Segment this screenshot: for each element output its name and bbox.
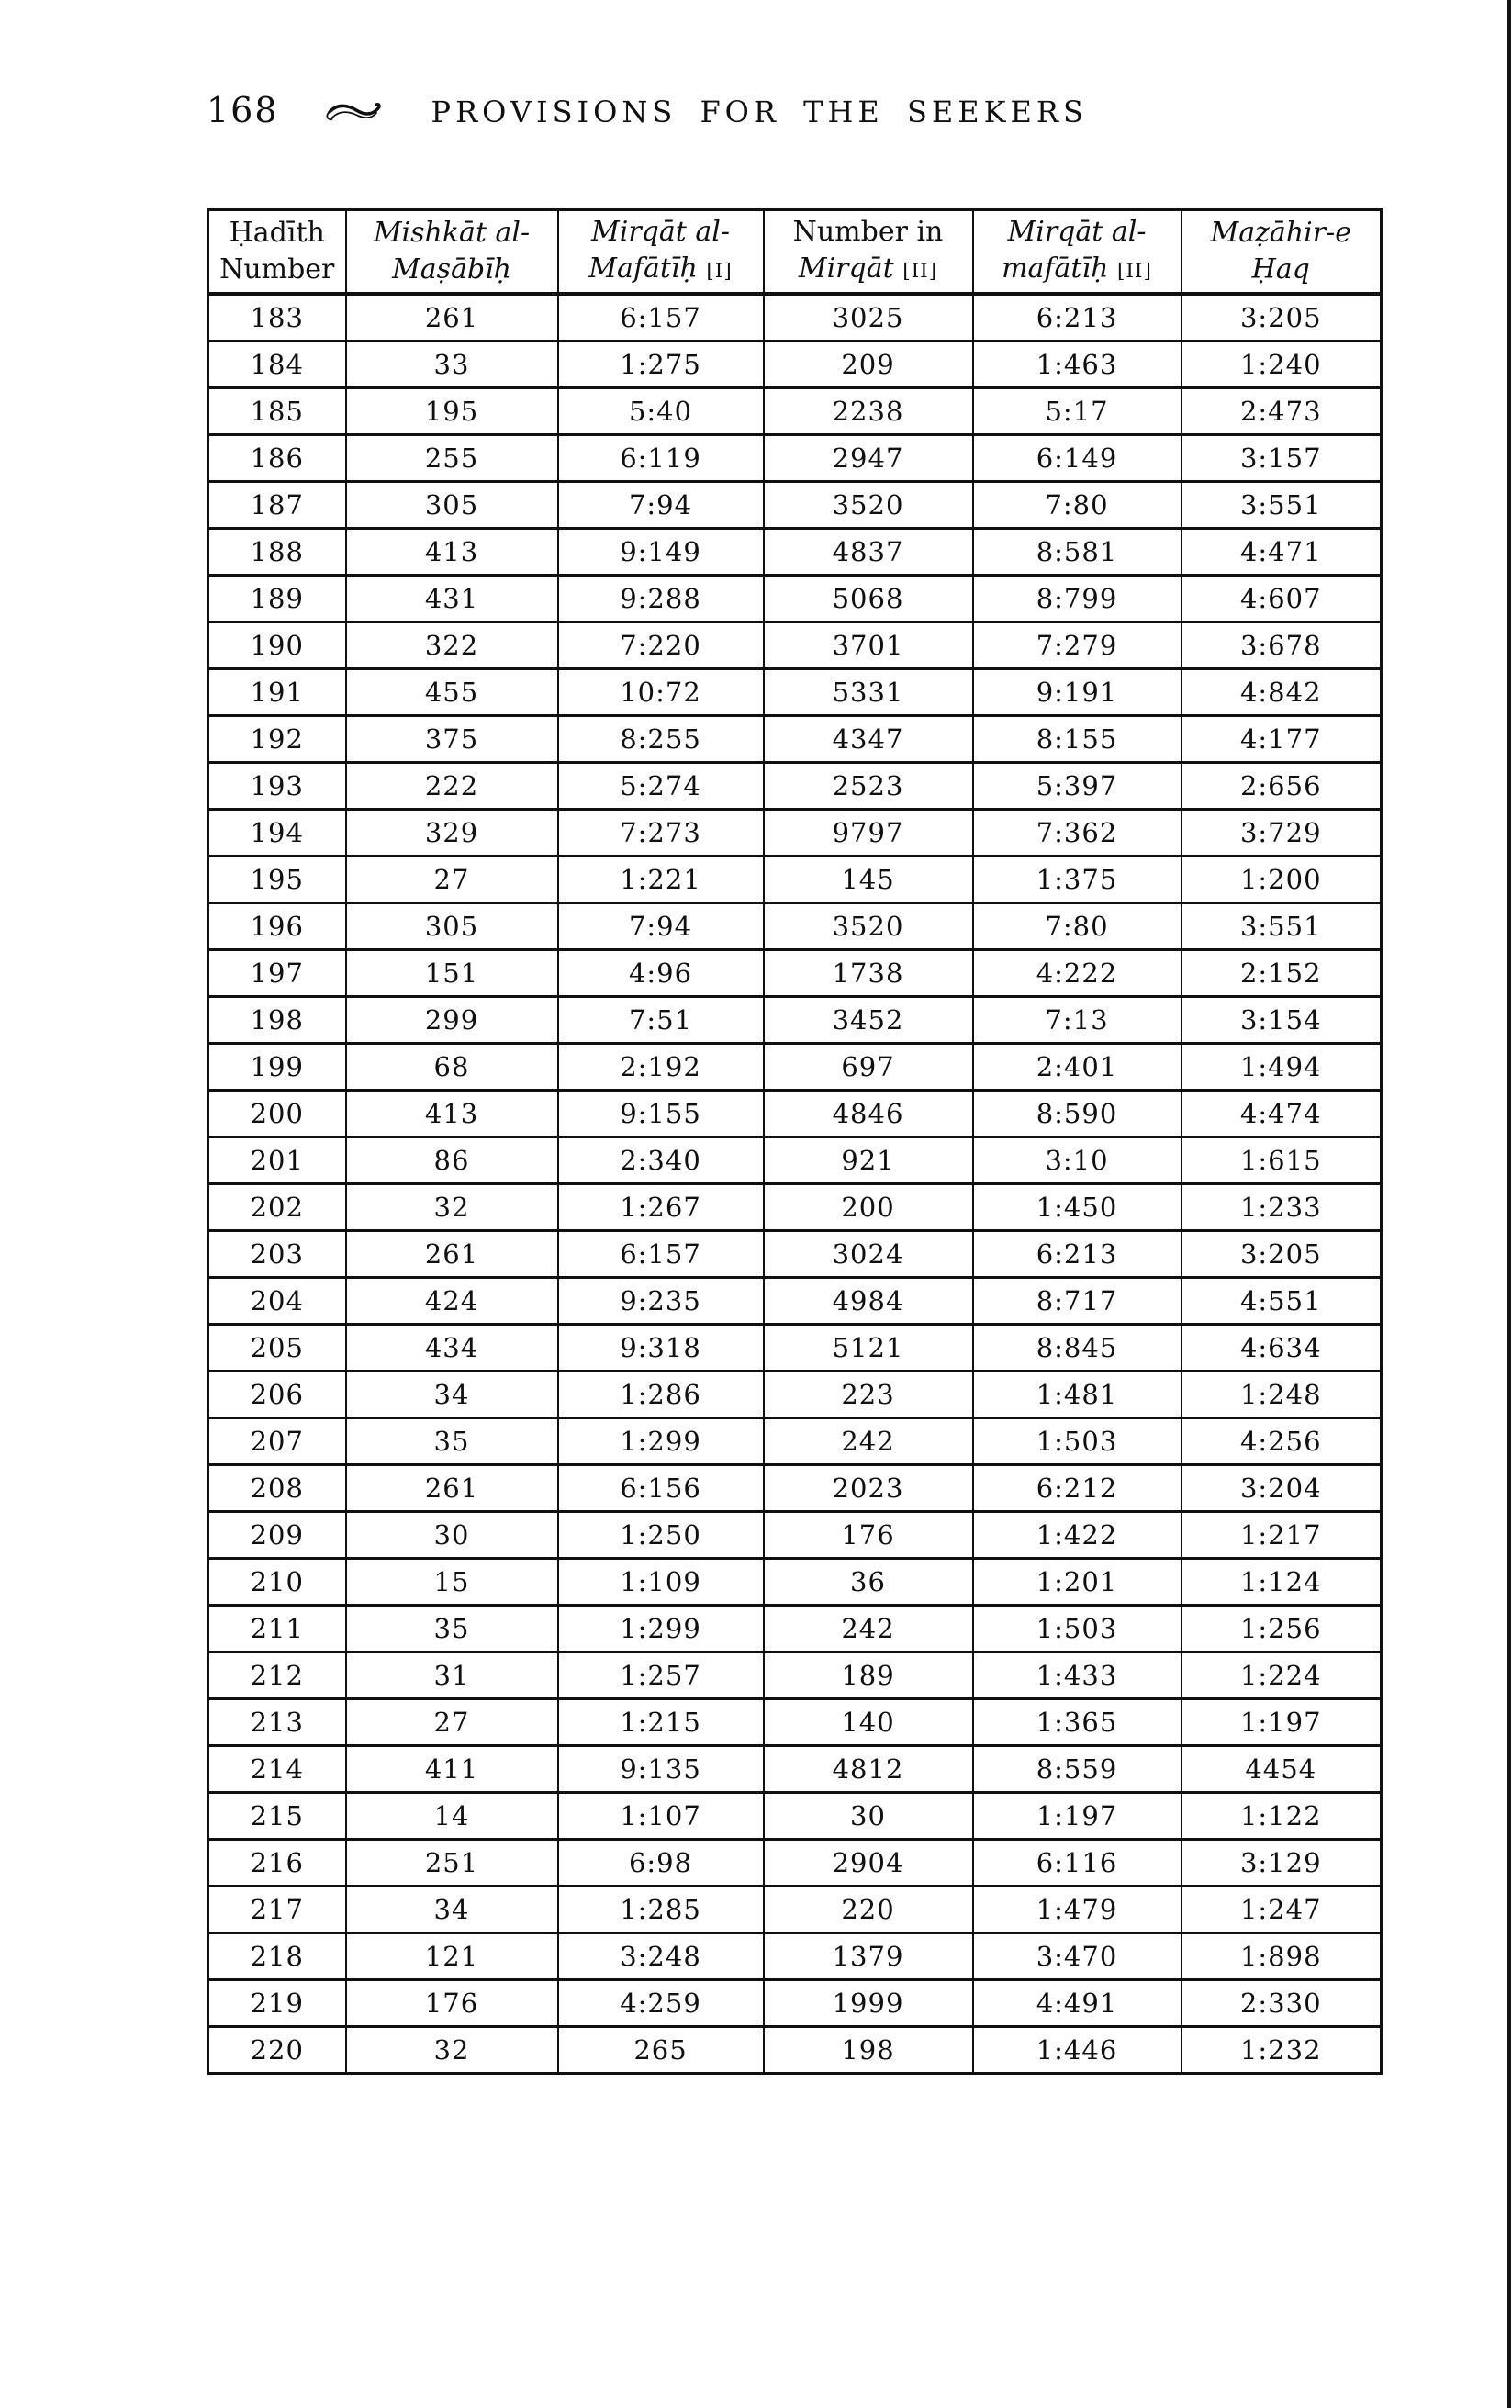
table-cell: 3024	[764, 1231, 973, 1278]
table-cell: 212	[208, 1652, 346, 1699]
table-cell: 1:615	[1182, 1137, 1382, 1184]
table-cell: 8:581	[973, 529, 1182, 576]
table-row	[208, 857, 1382, 903]
table-cell: 203	[208, 1231, 346, 1278]
table-cell: 6:116	[973, 1840, 1182, 1887]
table-cell: 7:273	[558, 810, 764, 857]
table-cell: 183	[208, 294, 346, 342]
table-cell: 10:72	[558, 669, 764, 716]
table-cell: 2:656	[1182, 763, 1382, 810]
table-cell: 1:217	[1182, 1512, 1382, 1559]
column-header: Mirqāt al- mafātīḥ [II]	[973, 210, 1182, 295]
table-cell: 2023	[764, 1465, 973, 1512]
table-row	[208, 950, 1382, 997]
table-cell: 3:204	[1182, 1465, 1382, 1512]
table-cell: 30	[346, 1512, 558, 1559]
table-cell: 184	[208, 342, 346, 388]
table-row	[208, 482, 1382, 529]
table-cell: 1:275	[558, 342, 764, 388]
table-cell: 9:149	[558, 529, 764, 576]
table-cell: 1379	[764, 1933, 973, 1980]
table-cell: 220	[764, 1887, 973, 1933]
table-row	[208, 576, 1382, 622]
table-cell: 255	[346, 435, 558, 482]
table-cell: 190	[208, 622, 346, 669]
table-cell: 1:365	[973, 1699, 1182, 1746]
table-cell: 4812	[764, 1746, 973, 1793]
table-cell: 86	[346, 1137, 558, 1184]
table-cell: 4837	[764, 529, 973, 576]
table-cell: 305	[346, 903, 558, 950]
table-cell: 8:799	[973, 576, 1182, 622]
table-cell: 1:463	[973, 342, 1182, 388]
table-cell: 8:255	[558, 716, 764, 763]
table-cell: 261	[346, 294, 558, 342]
table-cell: 3701	[764, 622, 973, 669]
table-cell: 219	[208, 1980, 346, 2027]
table-cell: 1999	[764, 1980, 973, 2027]
table-cell: 9797	[764, 810, 973, 857]
table-cell: 121	[346, 1933, 558, 1980]
table-cell: 27	[346, 1699, 558, 1746]
table-cell: 424	[346, 1278, 558, 1325]
table-cell: 68	[346, 1044, 558, 1091]
table-cell: 1:197	[973, 1793, 1182, 1840]
table-cell: 242	[764, 1606, 973, 1652]
table-cell: 151	[346, 950, 558, 997]
table-body	[208, 294, 1382, 2074]
table-row	[208, 2027, 1382, 2074]
table-row	[208, 342, 1382, 388]
table-cell: 1:375	[973, 857, 1182, 903]
table-row	[208, 1091, 1382, 1137]
table-cell: 198	[764, 2027, 973, 2074]
table-cell: 5:17	[973, 388, 1182, 435]
table-cell: 6:212	[973, 1465, 1182, 1512]
table-cell: 8:845	[973, 1325, 1182, 1372]
table-cell: 187	[208, 482, 346, 529]
column-header: Mirqāt al- Mafātīḥ [I]	[558, 210, 764, 295]
table-cell: 223	[764, 1372, 973, 1418]
table-row	[208, 716, 1382, 763]
table-cell: 195	[208, 857, 346, 903]
table-cell: 411	[346, 1746, 558, 1793]
table-row	[208, 529, 1382, 576]
table-cell: 1:107	[558, 1793, 764, 1840]
table-cell: 208	[208, 1465, 346, 1512]
running-header	[207, 90, 1088, 132]
table-cell: 9:135	[558, 1746, 764, 1793]
table-cell: 185	[208, 388, 346, 435]
table-cell: 5331	[764, 669, 973, 716]
table-row	[208, 1231, 1382, 1278]
table-cell: 4:491	[973, 1980, 1182, 2027]
table-cell: 1:286	[558, 1372, 764, 1418]
table-cell: 1:200	[1182, 857, 1382, 903]
table-cell: 1:267	[558, 1184, 764, 1231]
table-row	[208, 388, 1382, 435]
table-row	[208, 1559, 1382, 1606]
table-cell: 2:340	[558, 1137, 764, 1184]
table-cell: 7:94	[558, 903, 764, 950]
table-cell: 261	[346, 1465, 558, 1512]
table-cell: 2238	[764, 388, 973, 435]
table-cell: 375	[346, 716, 558, 763]
table-row	[208, 1418, 1382, 1465]
table-cell: 1738	[764, 950, 973, 997]
table-cell: 3452	[764, 997, 973, 1044]
table-row	[208, 1699, 1382, 1746]
table-cell: 31	[346, 1652, 558, 1699]
table-cell: 1:240	[1182, 342, 1382, 388]
table-cell: 34	[346, 1887, 558, 1933]
table-cell: 3:551	[1182, 482, 1382, 529]
table-cell: 191	[208, 669, 346, 716]
table-cell: 5068	[764, 576, 973, 622]
table-cell: 4:634	[1182, 1325, 1382, 1372]
table-cell: 2:401	[973, 1044, 1182, 1091]
table-cell: 3:205	[1182, 1231, 1382, 1278]
table-cell: 207	[208, 1418, 346, 1465]
table-cell: 329	[346, 810, 558, 857]
table-cell: 921	[764, 1137, 973, 1184]
table-cell: 431	[346, 576, 558, 622]
table-cell: 6:149	[973, 435, 1182, 482]
table-cell: 3:248	[558, 1933, 764, 1980]
table-cell: 1:247	[1182, 1887, 1382, 1933]
table-cell: 33	[346, 342, 558, 388]
column-header: Number in Mirqāt [II]	[764, 210, 973, 295]
table-row	[208, 1137, 1382, 1184]
table-cell: 2:330	[1182, 1980, 1382, 2027]
table-cell: 1:285	[558, 1887, 764, 1933]
table-cell: 455	[346, 669, 558, 716]
column-header: Ḥadīth Number	[208, 210, 346, 295]
table-cell: 5121	[764, 1325, 973, 1372]
table-cell: 305	[346, 482, 558, 529]
table-cell: 35	[346, 1418, 558, 1465]
table-cell: 1:446	[973, 2027, 1182, 2074]
table-row	[208, 1606, 1382, 1652]
table-cell: 189	[764, 1652, 973, 1699]
table-cell: 200	[764, 1184, 973, 1231]
table-cell: 3520	[764, 903, 973, 950]
swash-ornament-icon	[323, 100, 384, 129]
table-row	[208, 1793, 1382, 1840]
table-cell: 222	[346, 763, 558, 810]
table-row	[208, 1278, 1382, 1325]
table-cell: 3:729	[1182, 810, 1382, 857]
table-cell: 6:98	[558, 1840, 764, 1887]
table-cell: 9:191	[973, 669, 1182, 716]
table-row	[208, 1512, 1382, 1559]
table-cell: 214	[208, 1746, 346, 1793]
table-cell: 4:259	[558, 1980, 764, 2027]
table-cell: 32	[346, 1184, 558, 1231]
table-cell: 3:205	[1182, 294, 1382, 342]
table-cell: 3:157	[1182, 435, 1382, 482]
table-cell: 4:842	[1182, 669, 1382, 716]
table-cell: 3:129	[1182, 1840, 1382, 1887]
table-cell: 5:274	[558, 763, 764, 810]
table-cell: 8:717	[973, 1278, 1182, 1325]
table-cell: 4:551	[1182, 1278, 1382, 1325]
table-row	[208, 1933, 1382, 1980]
table-cell: 3520	[764, 482, 973, 529]
table-cell: 1:250	[558, 1512, 764, 1559]
table-cell: 1:224	[1182, 1652, 1382, 1699]
table-cell: 36	[764, 1559, 973, 1606]
table-cell: 413	[346, 529, 558, 576]
table-cell: 5:397	[973, 763, 1182, 810]
table-cell: 32	[346, 2027, 558, 2074]
table-row	[208, 1887, 1382, 1933]
table-cell: 209	[208, 1512, 346, 1559]
table-cell: 1:494	[1182, 1044, 1382, 1091]
table-cell: 322	[346, 622, 558, 669]
table-cell: 9:318	[558, 1325, 764, 1372]
table-cell: 413	[346, 1091, 558, 1137]
table-cell: 3:470	[973, 1933, 1182, 1980]
table-cell: 213	[208, 1699, 346, 1746]
table-cell: 9:155	[558, 1091, 764, 1137]
table-cell: 1:109	[558, 1559, 764, 1606]
table-cell: 140	[764, 1699, 973, 1746]
table-row	[208, 903, 1382, 950]
table-cell: 186	[208, 435, 346, 482]
table-row	[208, 1044, 1382, 1091]
table-cell: 217	[208, 1887, 346, 1933]
table-cell: 7:51	[558, 997, 764, 1044]
table-cell: 30	[764, 1793, 973, 1840]
table-cell: 1:232	[1182, 2027, 1382, 2074]
table-row	[208, 1465, 1382, 1512]
table-cell: 196	[208, 903, 346, 950]
table-cell: 3025	[764, 294, 973, 342]
table-cell: 197	[208, 950, 346, 997]
table-cell: 198	[208, 997, 346, 1044]
table-cell: 1:257	[558, 1652, 764, 1699]
table-cell: 7:220	[558, 622, 764, 669]
table-cell: 1:299	[558, 1606, 764, 1652]
table-cell: 1:197	[1182, 1699, 1382, 1746]
table-cell: 4:96	[558, 950, 764, 997]
table-row	[208, 763, 1382, 810]
table-cell: 7:94	[558, 482, 764, 529]
table-cell: 202	[208, 1184, 346, 1231]
table-cell: 7:13	[973, 997, 1182, 1044]
table-cell: 697	[764, 1044, 973, 1091]
table-row	[208, 810, 1382, 857]
table-cell: 261	[346, 1231, 558, 1278]
table-cell: 3:551	[1182, 903, 1382, 950]
column-header: Mishkāt al- Maṣābīḥ	[346, 210, 558, 295]
table-cell: 3:10	[973, 1137, 1182, 1184]
header-row	[208, 210, 1382, 295]
table-cell: 1:122	[1182, 1793, 1382, 1840]
table-cell: 4:222	[973, 950, 1182, 997]
table-row	[208, 1372, 1382, 1418]
table-cell: 265	[558, 2027, 764, 2074]
table-cell: 2:473	[1182, 388, 1382, 435]
table-cell: 251	[346, 1840, 558, 1887]
page-number: 168	[207, 90, 279, 130]
table-cell: 193	[208, 763, 346, 810]
table-cell: 176	[764, 1512, 973, 1559]
table-row	[208, 622, 1382, 669]
table-cell: 1:215	[558, 1699, 764, 1746]
table-cell: 3:678	[1182, 622, 1382, 669]
table-cell: 8:590	[973, 1091, 1182, 1137]
table-cell: 4984	[764, 1278, 973, 1325]
table-cell: 2904	[764, 1840, 973, 1887]
table-cell: 210	[208, 1559, 346, 1606]
table-cell: 1:433	[973, 1652, 1182, 1699]
table-cell: 9:288	[558, 576, 764, 622]
table-cell: 2947	[764, 435, 973, 482]
table-cell: 1:248	[1182, 1372, 1382, 1418]
table-cell: 6:213	[973, 1231, 1182, 1278]
table-row	[208, 435, 1382, 482]
table-cell: 220	[208, 2027, 346, 2074]
table-row	[208, 1325, 1382, 1372]
table-cell: 1:233	[1182, 1184, 1382, 1231]
table-cell: 195	[346, 388, 558, 435]
table-cell: 6:156	[558, 1465, 764, 1512]
scan-edge-artifact	[1507, 0, 1511, 2408]
table-cell: 4:607	[1182, 576, 1382, 622]
table-cell: 2523	[764, 763, 973, 810]
table-cell: 2:152	[1182, 950, 1382, 997]
table-cell: 201	[208, 1137, 346, 1184]
table-cell: 1:124	[1182, 1559, 1382, 1606]
table-cell: 7:362	[973, 810, 1182, 857]
table-cell: 7:80	[973, 482, 1182, 529]
column-header: Maẓāhir-e Ḥaq	[1182, 210, 1382, 295]
table-cell: 1:450	[973, 1184, 1182, 1231]
table-cell: 14	[346, 1793, 558, 1840]
table-cell: 7:279	[973, 622, 1182, 669]
table-cell: 7:80	[973, 903, 1182, 950]
table-cell: 204	[208, 1278, 346, 1325]
table-cell: 4347	[764, 716, 973, 763]
table-row	[208, 1652, 1382, 1699]
table-cell: 1:422	[973, 1512, 1182, 1559]
table-cell: 209	[764, 342, 973, 388]
concordance-table	[207, 208, 1383, 2075]
table-cell: 434	[346, 1325, 558, 1372]
table-cell: 205	[208, 1325, 346, 1372]
table-cell: 4:177	[1182, 716, 1382, 763]
table-cell: 6:157	[558, 1231, 764, 1278]
table-cell: 1:479	[973, 1887, 1182, 1933]
table-cell: 4846	[764, 1091, 973, 1137]
table-cell: 6:157	[558, 294, 764, 342]
table-cell: 4454	[1182, 1746, 1382, 1793]
table-cell: 299	[346, 997, 558, 1044]
table-cell: 192	[208, 716, 346, 763]
table-row	[208, 1980, 1382, 2027]
table-row	[208, 1840, 1382, 1887]
table-row	[208, 294, 1382, 342]
table-cell: 215	[208, 1793, 346, 1840]
table-cell: 1:481	[973, 1372, 1182, 1418]
table-cell: 216	[208, 1840, 346, 1887]
table-cell: 200	[208, 1091, 346, 1137]
table-cell: 1:503	[973, 1418, 1182, 1465]
table-cell: 1:256	[1182, 1606, 1382, 1652]
table-cell: 242	[764, 1418, 973, 1465]
table-cell: 8:559	[973, 1746, 1182, 1793]
table-cell: 2:192	[558, 1044, 764, 1091]
table-cell: 3:154	[1182, 997, 1382, 1044]
table-cell: 1:299	[558, 1418, 764, 1465]
table-cell: 4:256	[1182, 1418, 1382, 1465]
table-cell: 194	[208, 810, 346, 857]
table-cell: 6:119	[558, 435, 764, 482]
table-cell: 34	[346, 1372, 558, 1418]
table-cell: 145	[764, 857, 973, 903]
table-row	[208, 997, 1382, 1044]
table-cell: 4:471	[1182, 529, 1382, 576]
table-cell: 4:474	[1182, 1091, 1382, 1137]
table-cell: 176	[346, 1980, 558, 2027]
table-cell: 1:898	[1182, 1933, 1382, 1980]
table-cell: 188	[208, 529, 346, 576]
table-row	[208, 1184, 1382, 1231]
table-cell: 1:503	[973, 1606, 1182, 1652]
table-cell: 5:40	[558, 388, 764, 435]
table-cell: 189	[208, 576, 346, 622]
table-cell: 27	[346, 857, 558, 903]
table-cell: 15	[346, 1559, 558, 1606]
table-cell: 35	[346, 1606, 558, 1652]
table-cell: 199	[208, 1044, 346, 1091]
table-cell: 8:155	[973, 716, 1182, 763]
table-row	[208, 669, 1382, 716]
table-cell: 6:213	[973, 294, 1182, 342]
table-cell: 206	[208, 1372, 346, 1418]
running-title: PROVISIONS FOR THE SEEKERS	[431, 95, 1088, 129]
table-cell: 211	[208, 1606, 346, 1652]
table-cell: 1:201	[973, 1559, 1182, 1606]
table-row	[208, 1746, 1382, 1793]
table-cell: 218	[208, 1933, 346, 1980]
table-cell: 1:221	[558, 857, 764, 903]
table-cell: 9:235	[558, 1278, 764, 1325]
